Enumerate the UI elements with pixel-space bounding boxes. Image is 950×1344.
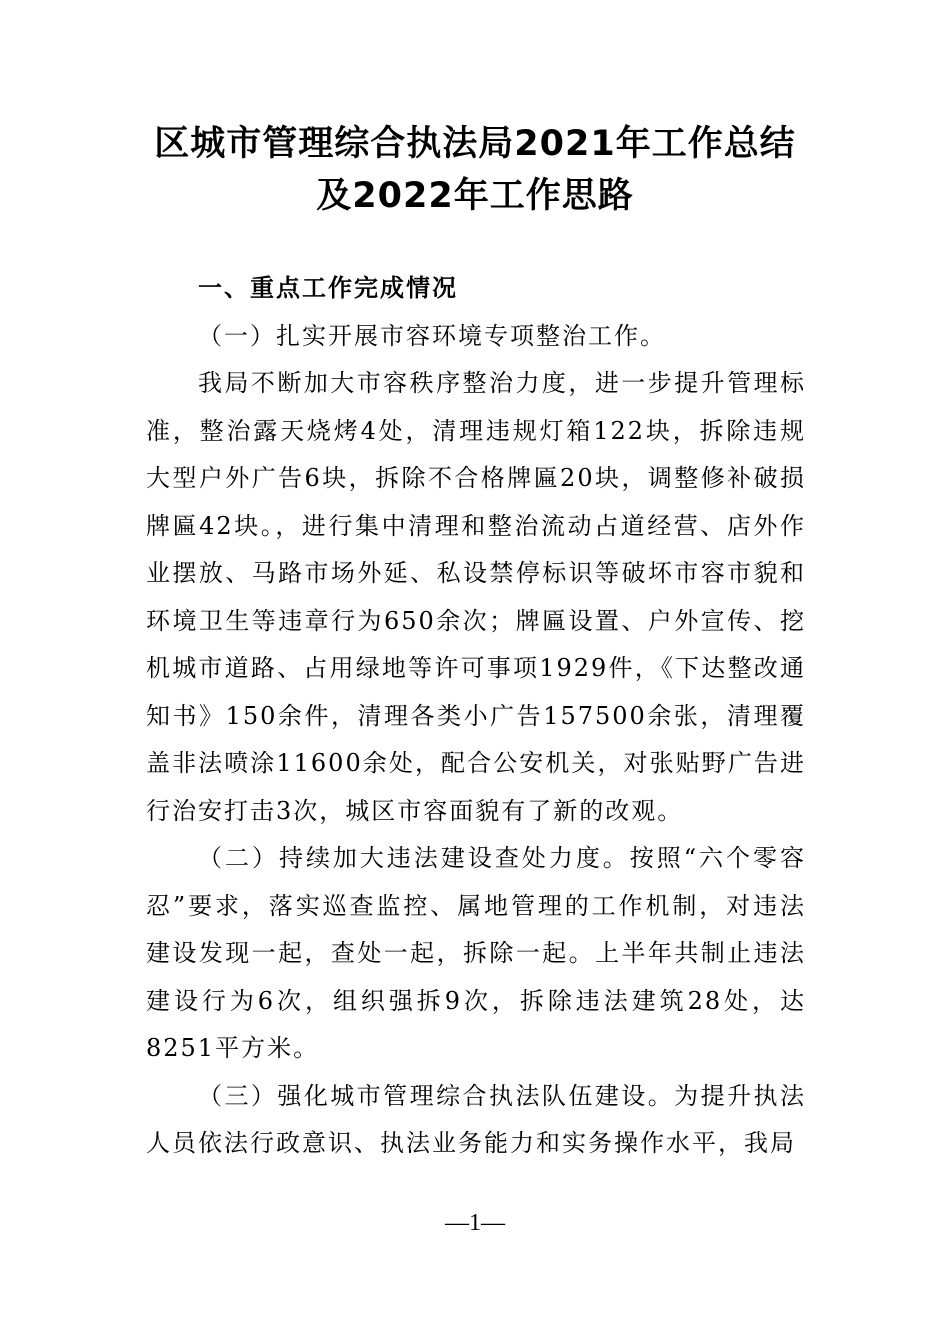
paragraph: （三）强化城市管理综合执法队伍建设。为提升执法人员依法行政意识、执法业务能力和实务操作水平，我局 (146, 1081, 806, 1157)
page-number: —1— (445, 1210, 505, 1236)
section-heading: 一、重点工作完成情况 (198, 274, 458, 302)
paragraph: 我局不断加大市容秩序整治力度，进一步提升管理标准，整治露天烧烤4处，清理违规灯箱122块，拆除违规大型户外广告6块，拆除不合格牌匾20块，调整修补破损牌匾42块。，进行集中清理和整治流动占道经营、店外作业摆放、马路市场外延、私设禁停标识等破坏市容市貌和环境卫生等违章行为650余次；牌匾设置、户外宣传、挖机城市道路、占用绿地等许可事项1929件，《下达整改通知书》150余件，清理各类小广告157500余张，清理覆盖非法喷涂11600余处，配合公安机关，对张贴野广告进行治安打击3次，城区市容面貌有了新的改观。 (146, 369, 806, 825)
document-body (146, 265, 806, 1168)
document-title (120, 118, 830, 222)
title-line-1: 区城市管理综合执法局2021年工作总结 (154, 124, 796, 164)
subsection-heading: （一）扎实开展市容环境专项整治工作。 (198, 321, 666, 350)
paragraph: （二）持续加大违法建设查处力度。按照“六个零容忍”要求，落实巡查监控、属地管理的工作机制，对违法建设发现一起，查处一起，拆除一起。上半年共制止违法建设行为6次，组织强拆9次，拆除违法建筑28处，达8251平方米。 (146, 844, 806, 1062)
title-line-2: 及2022年工作思路 (316, 176, 634, 216)
